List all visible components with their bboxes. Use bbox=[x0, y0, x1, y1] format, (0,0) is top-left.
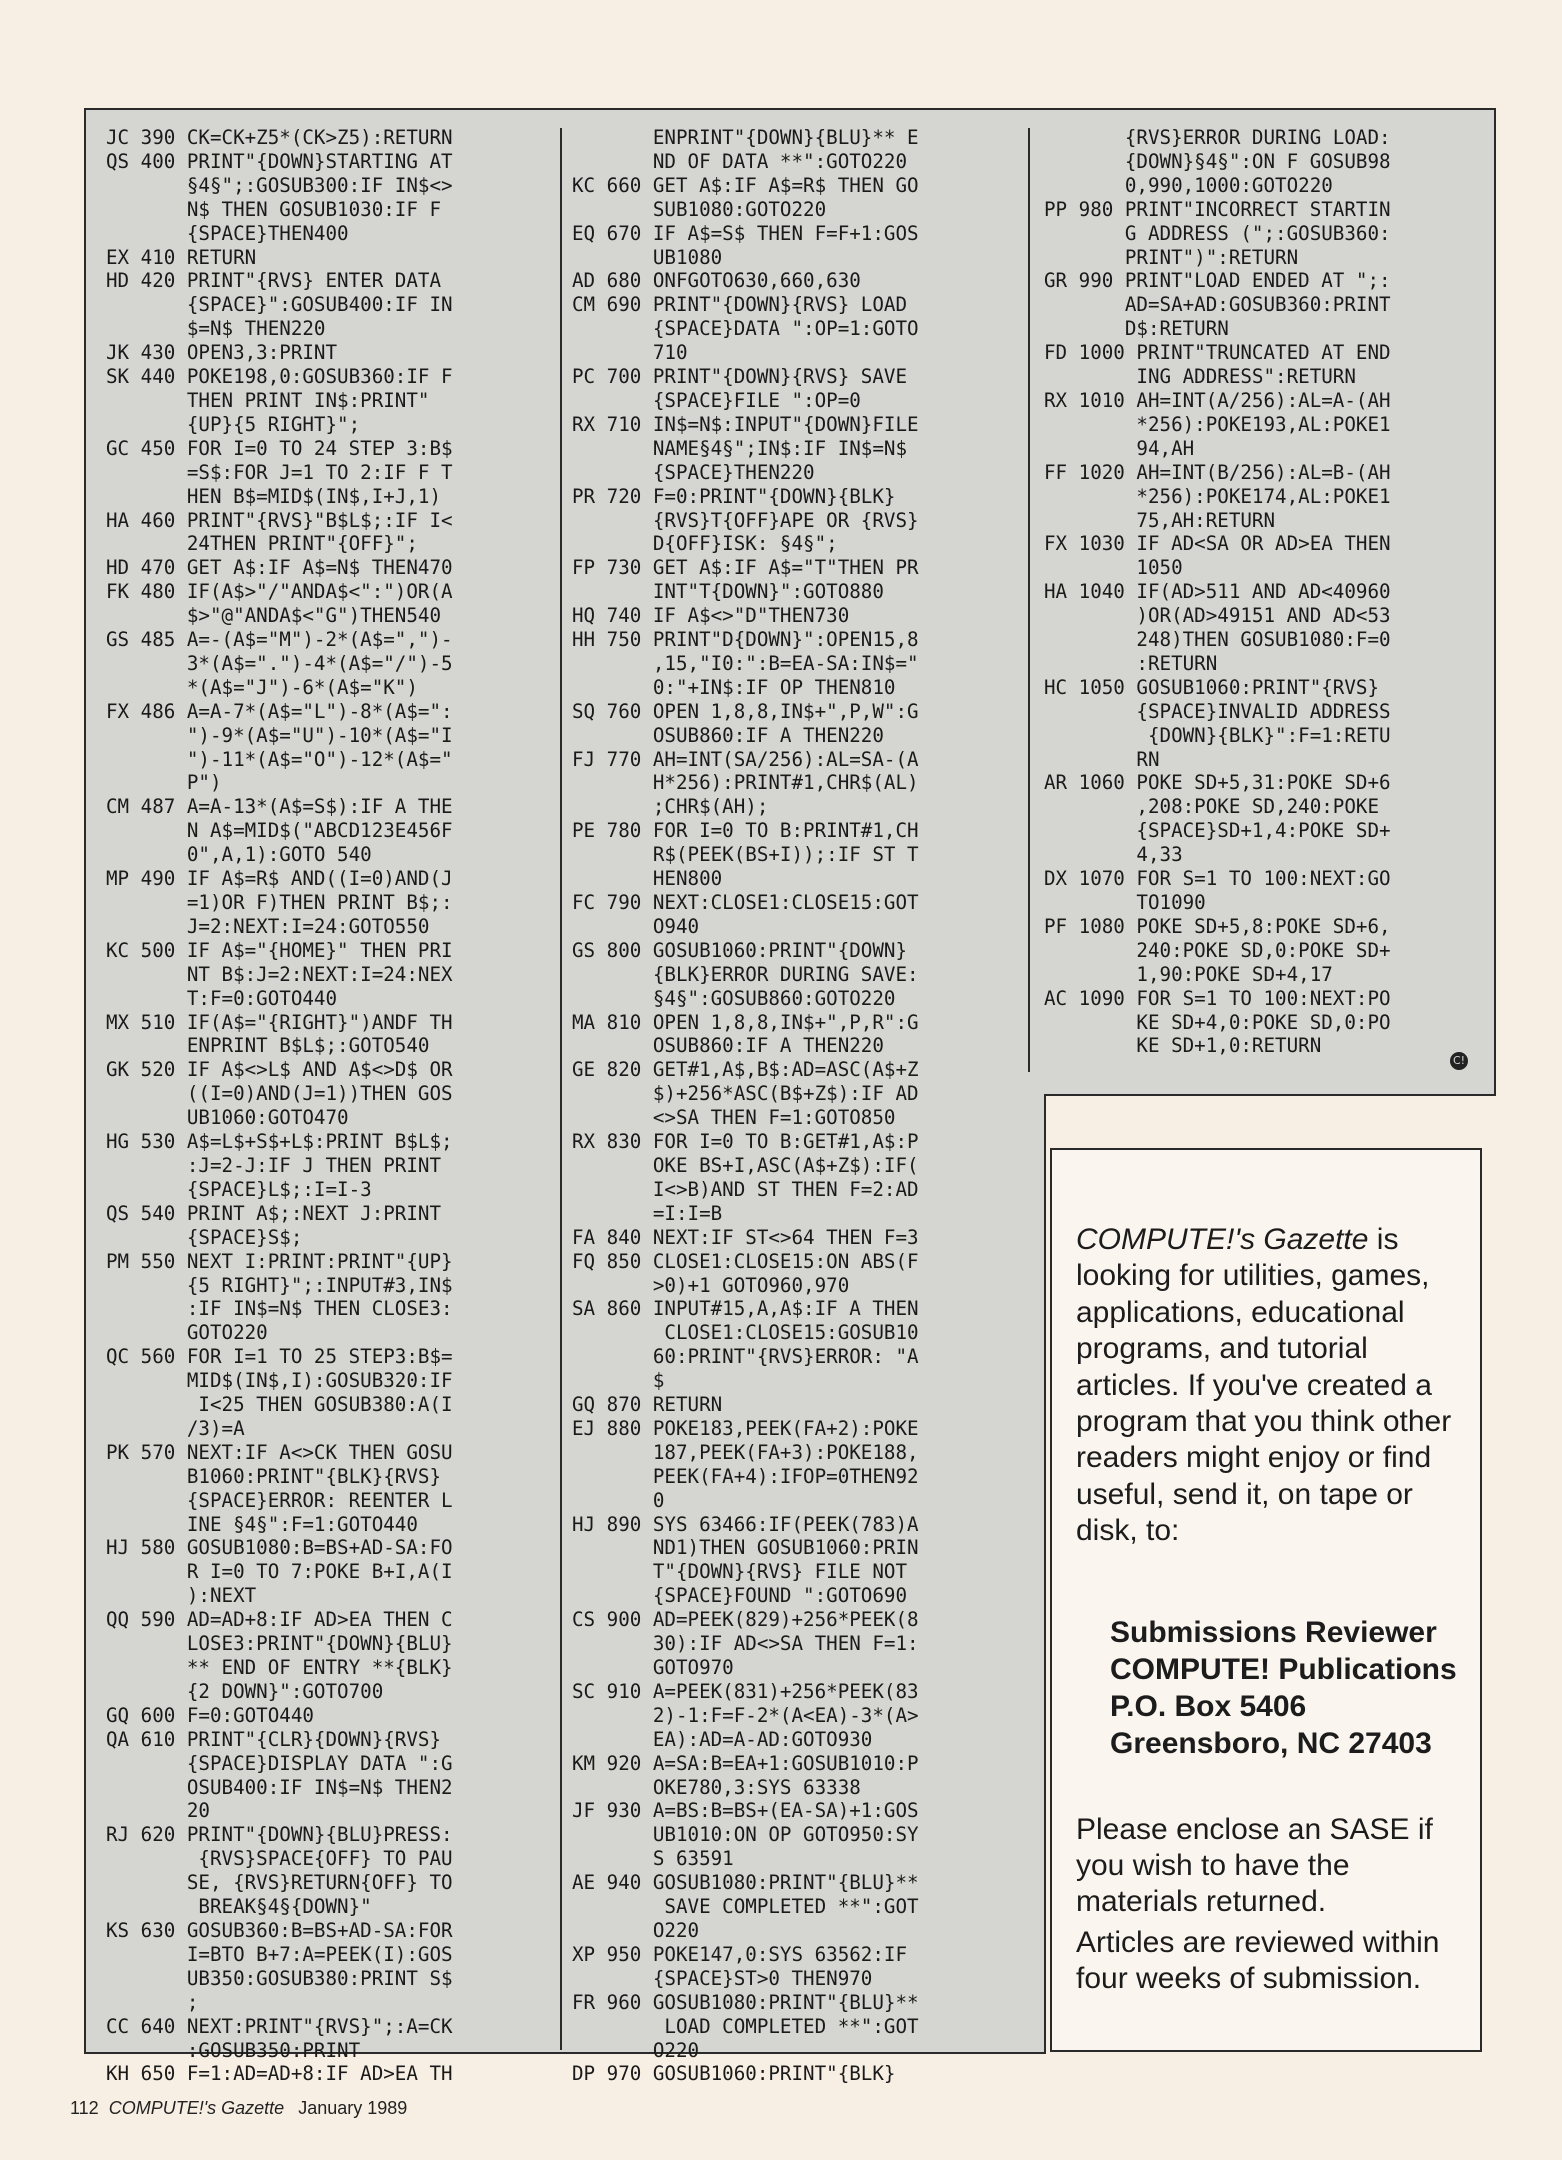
address-line: P.O. Box 5406 bbox=[1110, 1689, 1307, 1723]
address-line: Greensboro, NC 27403 bbox=[1110, 1726, 1432, 1760]
footer-date: January 1989 bbox=[298, 2098, 408, 2118]
address-line: Submissions Reviewer bbox=[1110, 1615, 1437, 1649]
page-footer bbox=[70, 2098, 407, 2119]
end-mark-icon: C! bbox=[1450, 1052, 1468, 1070]
listing-column-3: {RVS}ERROR DURING LOAD: {DOWN}§4§":ON F GOSUB98 0,990,1000:GOTO220 PP 980 PRINT"INCORRECT STARTIN G ADDRESS (";:GOSUB360: PRINT")":RETURN GR 990 PRINT"LOAD ENDED AT ";: AD=SA+AD:GOSUB360:PRINT D$:RETURN FD 1000 PRINT"TRUNCATED AT END ING ADDRESS":RETURN RX 1010 AH=INT(A/256):AL=A-(AH *256):POKE193,AL:POKE1 94,AH FF 1020 AH=INT(B/256):AL=B-(AH *256):POKE174,AL:POKE1 75,AH:RETURN FX 1030 IF AD<SA OR AD>EA THEN 1050 HA 1040 IF(AD>511 AND AD<40960 )OR(AD>49151 AND AD<53 248)THEN GOSUB1080:F=0 :RETURN HC 1050 GOSUB1060:PRINT"{RVS} {SPACE}INVALID ADDRESS {DOWN}{BLK}":F=1:RETU RN AR 1060 POKE SD+5,31:POKE SD+6 ,208:POKE SD,240:POKE {SPACE}SD+1,4:POKE SD+ 4,33 DX 1070 FOR S=1 TO 100:NEXT:GO TO1090 PF 1080 POKE SD+5,8:POKE SD+6, 240:POKE SD,0:POKE SD+ 1,90:POKE SD+4,17 AC 1090 FOR S=1 TO 100:NEXT:PO KE SD+4,0:POKE SD,0:PO KE SD+1,0:RETURN bbox=[1044, 126, 1391, 1058]
sase-note: Please enclose an SASE if you wish to have the materials returned. bbox=[1076, 1812, 1433, 1919]
page-number: 112 bbox=[70, 2098, 99, 2118]
footer-publication: COMPUTE!'s Gazette bbox=[108, 2098, 285, 2118]
review-note: Articles are reviewed within four weeks of submission. bbox=[1076, 1925, 1440, 1996]
address-line: COMPUTE! Publications bbox=[1110, 1652, 1457, 1686]
column-divider bbox=[1028, 128, 1030, 1072]
submissions-intro bbox=[1076, 1222, 1458, 1550]
listing-column-1: JC 390 CK=CK+Z5*(CK>Z5):RETURN QS 400 PRINT"{DOWN}STARTING AT §4§";:GOSUB300:IF IN$<> N$ THEN GOSUB1030:IF F {SPACE}THEN400 EX 410 RETURN HD 420 PRINT"{RVS} ENTER DATA {SPACE}":GOSUB400:IF IN $=N$ THEN220 JK 430 OPEN3,3:PRINT SK 440 POKE198,0:GOSUB360:IF F THEN PRINT IN$:PRINT" {UP}{5 RIGHT}"; GC 450 FOR I=0 TO 24 STEP 3:B$ =S$:FOR J=1 TO 2:IF F T HEN B$=MID$(IN$,I+J,1) HA 460 PRINT"{RVS}"B$L$;:IF I< 24THEN PRINT"{OFF}"; HD 470 GET A$:IF A$=N$ THEN470 FK 480 IF(A$>"/"ANDA$<":")OR(A $>"@"ANDA$<"G")THEN540 GS 485 A=-(A$="M")-2*(A$=",")- 3*(A$=".")-4*(A$="/")-5 *(A$="J")-6*(A$="K") FX 486 A=A-7*(A$="L")-8*(A$=": ")-9*(A$="U")-10*(A$="I ")-11*(A$="O")-12*(A$=" P") CM 487 A=A-13*(A$=S$):IF A THE N A$=MID$("ABCD123E456F 0",A,1):GOTO 540 MP 490 IF A$=R$ AND((I=0)AND(J =1)OR F)THEN PRINT B$;: J=2:NEXT:I=24:GOTO550 KC 500 IF A$="{HOME}" THEN PRI NT B$:J=2:NEXT:I=24:NEX T:F=0:GOTO440 MX 510 IF(A$="{RIGHT}")ANDF TH ENPRINT B$L$;:GOTO540 GK 520 IF A$<>L$ AND A$<>D$ OR ((I=0)AND(J=1))THEN GOS UB1060:GOTO470 HG 530 A$=L$+S$+L$:PRINT B$L$; :J=2-J:IF J THEN PRINT {SPACE}L$;:I=I-3 QS 540 PRINT A$;:NEXT J:PRINT {SPACE}S$; PM 550 NEXT I:PRINT:PRINT"{UP} {5 RIGHT}";:INPUT#3,IN$ :IF IN$=N$ THEN CLOSE3: GOTO220 QC 560 FOR I=1 TO 25 STEP3:B$= MID$(IN$,I):GOSUB320:IF I<25 THEN GOSUB380:A(I /3)=A PK 570 NEXT:IF A<>CK THEN GOSU B1060:PRINT"{BLK}{RVS} {SPACE}ERROR: REENTER L INE §4§":F=1:GOTO440 HJ 580 GOSUB1080:B=BS+AD-SA:FO R I=0 TO 7:POKE B+I,A(I ):NEXT QQ 590 AD=AD+8:IF AD>EA THEN C LOSE3:PRINT"{DOWN}{BLU} ** END OF ENTRY **{BLK} {2 DOWN}":GOTO700 GQ 600 F=0:GOTO440 QA 610 PRINT"{CLR}{DOWN}{RVS} {SPACE}DISPLAY DATA ":G OSUB400:IF IN$=N$ THEN2 20 RJ 620 PRINT"{DOWN}{BLU}PRESS: {RVS}SPACE{OFF} TO PAU SE, {RVS}RETURN{OFF} TO BREAK§4§{DOWN}" KS 630 GOSUB360:B=BS+AD-SA:FOR I=BTO B+7:A=PEEK(I):GOS UB350:GOSUB380:PRINT S$ ; CC 640 NEXT:PRINT"{RVS}";:A=CK :GOSUB350:PRINT KH 650 F=1:AD=AD+8:IF AD>EA TH bbox=[106, 126, 453, 2086]
submissions-intro-text: is looking for utilities, games, applications, educational programs, and tutorial articles. If you've created a program that you think other readers might enjoy or find useful, send it, on tape or disk, to: bbox=[1076, 1223, 1452, 1548]
listing-column-2: ENPRINT"{DOWN}{BLU}** E ND OF DATA **":GOTO220 KC 660 GET A$:IF A$=R$ THEN GO SUB1080:GOTO220 EQ 670 IF A$=S$ THEN F=F+1:GOS UB1080 AD 680 ONFGOTO630,660,630 CM 690 PRINT"{DOWN}{RVS} LOAD {SPACE}DATA ":OP=1:GOTO 710 PC 700 PRINT"{DOWN}{RVS} SAVE {SPACE}FILE ":OP=0 RX 710 IN$=N$:INPUT"{DOWN}FILE NAME§4§";IN$:IF IN$=N$ {SPACE}THEN220 PR 720 F=0:PRINT"{DOWN}{BLK} {RVS}T{OFF}APE OR {RVS} D{OFF}ISK: §4§"; FP 730 GET A$:IF A$="T"THEN PR INT"T{DOWN}":GOTO880 HQ 740 IF A$<>"D"THEN730 HH 750 PRINT"D{DOWN}":OPEN15,8 ,15,"I0:":B=EA-SA:IN$=" 0:"+IN$:IF OP THEN810 SQ 760 OPEN 1,8,8,IN$+",P,W":G OSUB860:IF A THEN220 FJ 770 AH=INT(SA/256):AL=SA-(A H*256):PRINT#1,CHR$(AL) ;CHR$(AH); PE 780 FOR I=0 TO B:PRINT#1,CH R$(PEEK(BS+I));:IF ST T HEN800 FC 790 NEXT:CLOSE1:CLOSE15:GOT O940 GS 800 GOSUB1060:PRINT"{DOWN} {BLK}ERROR DURING SAVE: §4§":GOSUB860:GOTO220 MA 810 OPEN 1,8,8,IN$+",P,R":G OSUB860:IF A THEN220 GE 820 GET#1,A$,B$:AD=ASC(A$+Z $)+256*ASC(B$+Z$):IF AD <>SA THEN F=1:GOTO850 RX 830 FOR I=0 TO B:GET#1,A$:P OKE BS+I,ASC(A$+Z$):IF( I<>B)AND ST THEN F=2:AD =I:I=B FA 840 NEXT:IF ST<>64 THEN F=3 FQ 850 CLOSE1:CLOSE15:ON ABS(F >0)+1 GOTO960,970 SA 860 INPUT#15,A,A$:IF A THEN CLOSE1:CLOSE15:GOSUB10 60:PRINT"{RVS}ERROR: "A $ GQ 870 RETURN EJ 880 POKE183,PEEK(FA+2):POKE 187,PEEK(FA+3):POKE188, PEEK(FA+4):IFOP=0THEN92 0 HJ 890 SYS 63466:IF(PEEK(783)A ND1)THEN GOSUB1060:PRIN T"{DOWN}{RVS} FILE NOT {SPACE}FOUND ":GOTO690 CS 900 AD=PEEK(829)+256*PEEK(8 30):IF AD<>SA THEN F=1: GOTO970 SC 910 A=PEEK(831)+256*PEEK(83 2)-1:F=F-2*(A<EA)-3*(A> EA):AD=A-AD:GOTO930 KM 920 A=SA:B=EA+1:GOSUB1010:P OKE780,3:SYS 63338 JF 930 A=BS:B=BS+(EA-SA)+1:GOS UB1010:ON OP GOTO950:SY S 63591 AE 940 GOSUB1080:PRINT"{BLU}** SAVE COMPLETED **":GOT O220 XP 950 POKE147,0:SYS 63562:IF {SPACE}ST>0 THEN970 FR 960 GOSUB1080:PRINT"{BLU}** LOAD COMPLETED **":GOT O220 DP 970 GOSUB1060:PRINT"{BLK} bbox=[572, 126, 919, 2086]
publication-name: COMPUTE!'s Gazette bbox=[1076, 1223, 1369, 1256]
submissions-box bbox=[1050, 1148, 1482, 2052]
mailing-address bbox=[1110, 1614, 1458, 1762]
column-divider bbox=[560, 128, 562, 2050]
